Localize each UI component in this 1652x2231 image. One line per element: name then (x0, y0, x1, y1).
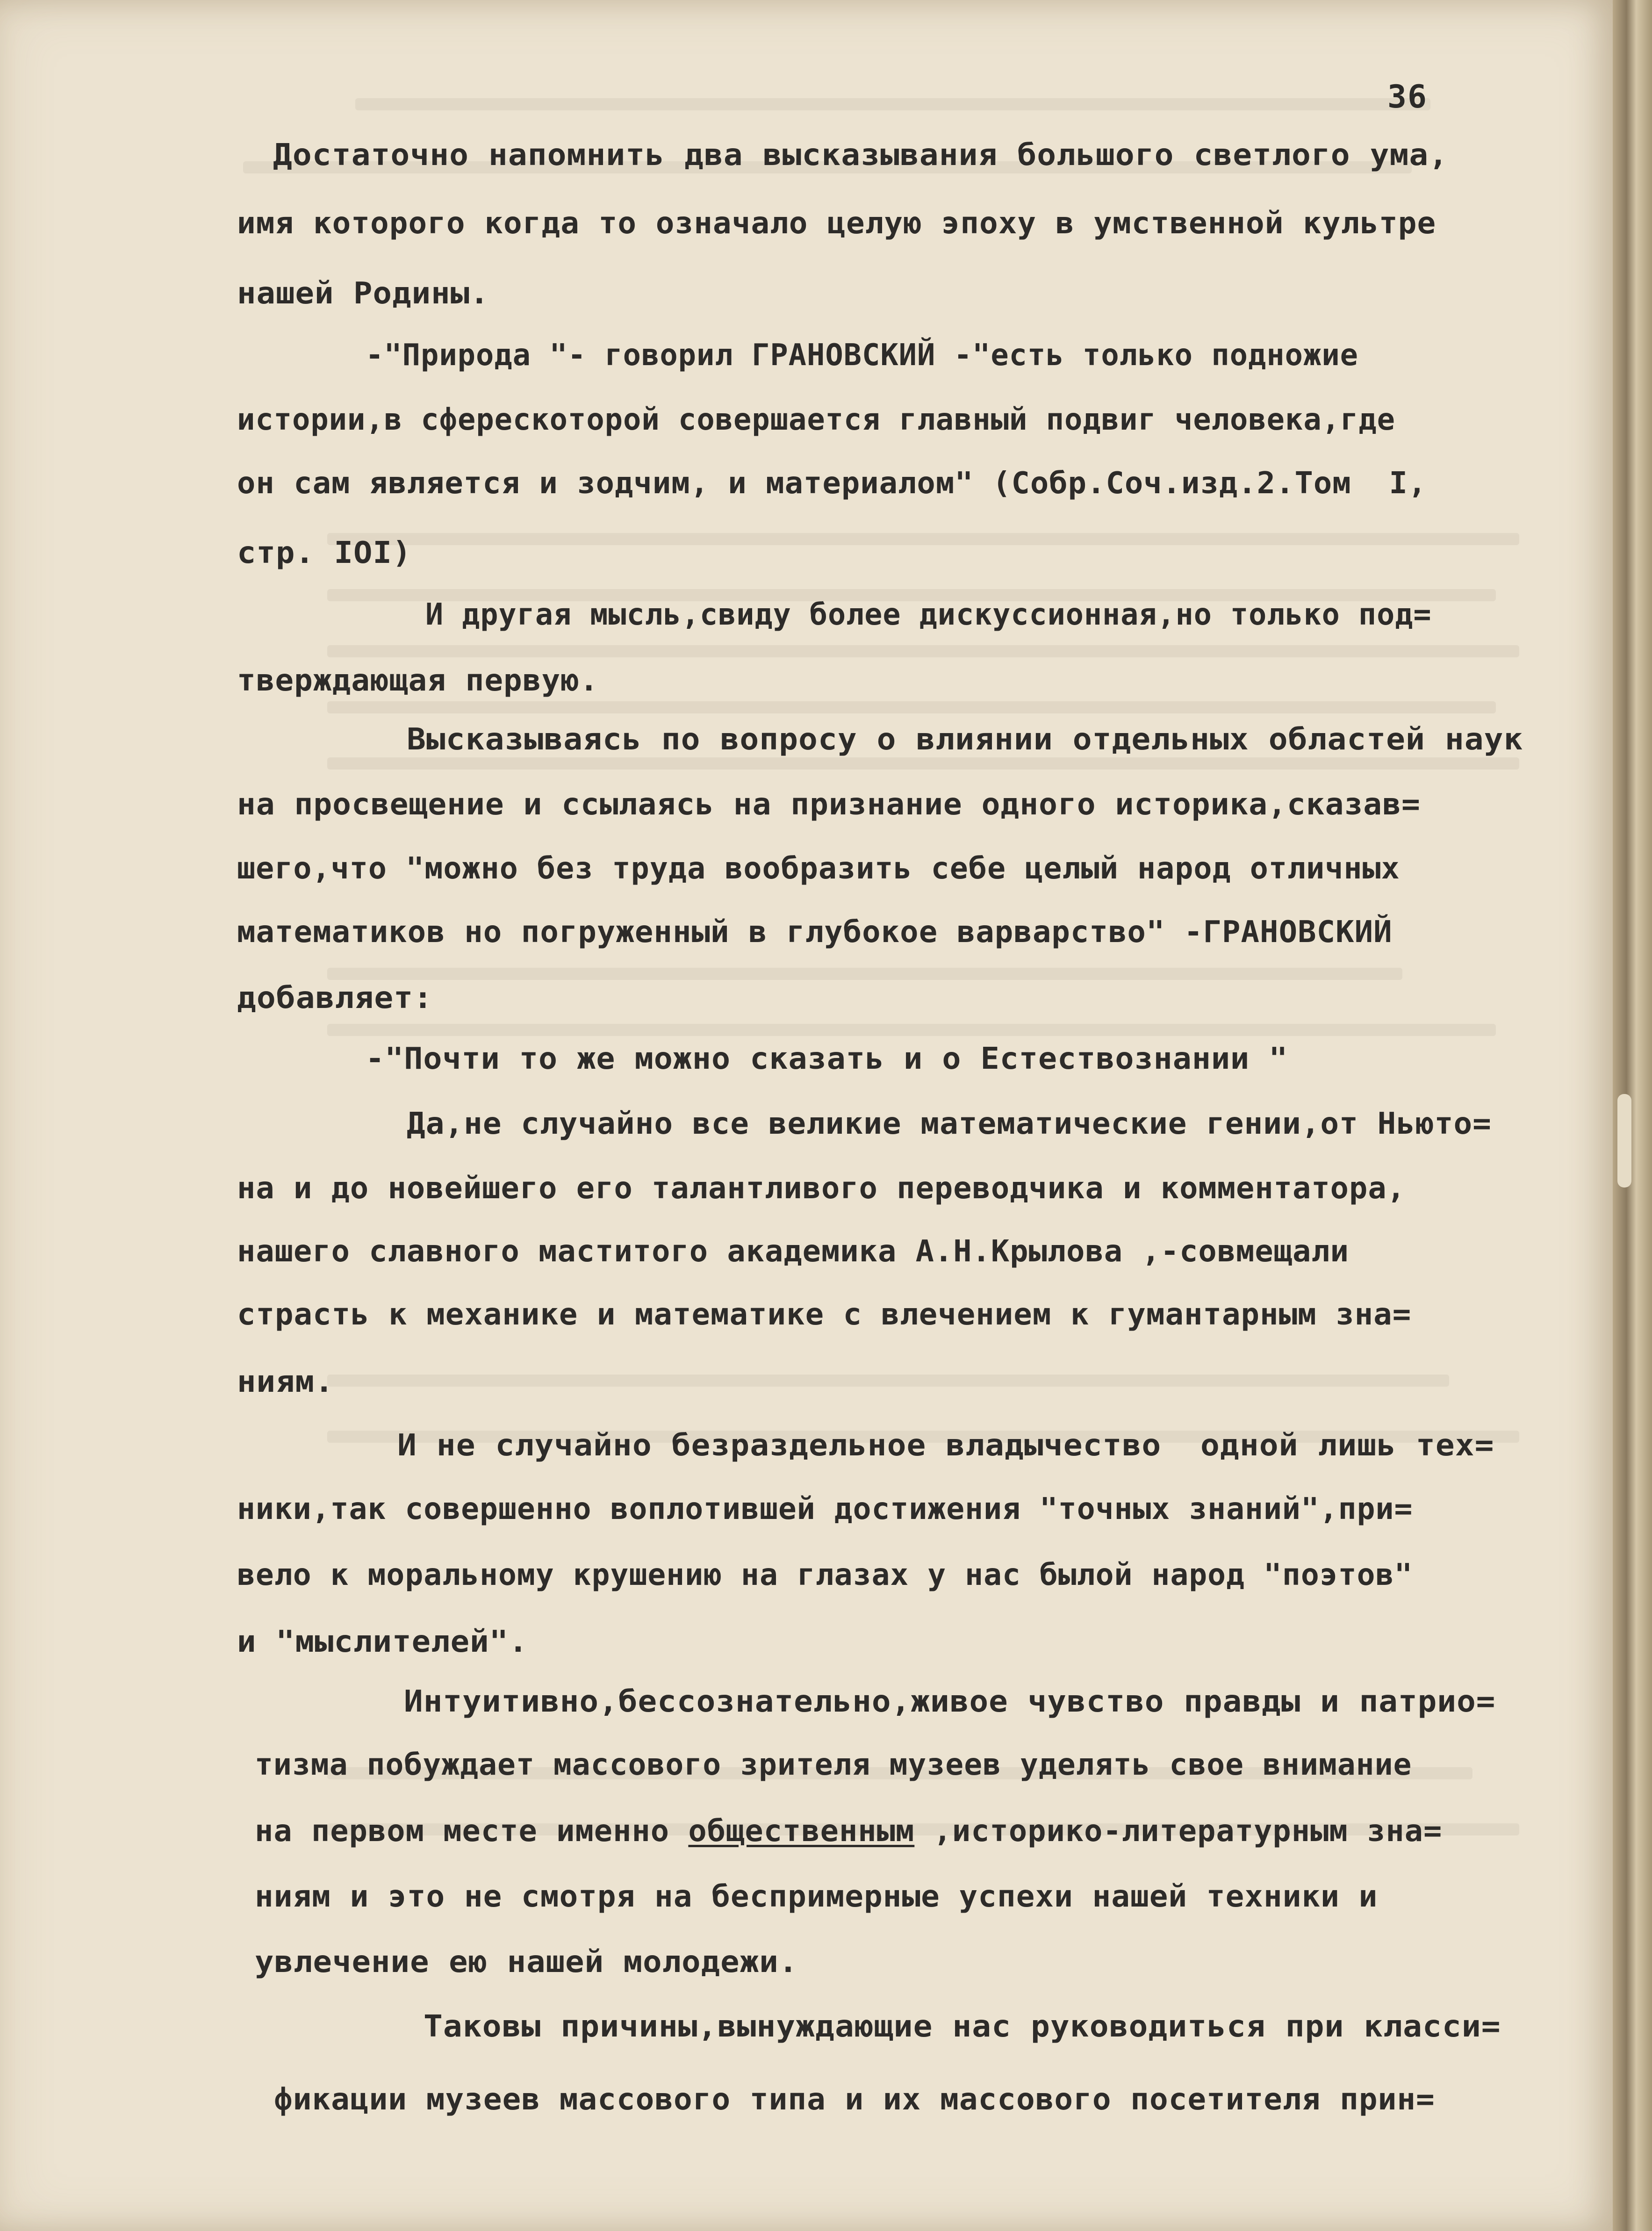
page-edge-strip (1613, 0, 1652, 2231)
text-line: Высказываясь по вопросу о влиянии отдельных областей наук (407, 722, 1523, 757)
text-line: стр. IOI) (237, 536, 412, 570)
text-line: Таковы причины,вынуждающие нас руководиться при класси= (424, 2009, 1501, 2044)
text-line: Достаточно напомнить два высказывания большого светлого ума, (273, 138, 1449, 173)
text-line: -"Природа "- говорил ГРАНОВСКИЙ -"есть только подножие (366, 338, 1359, 373)
text-line: ники,так совершенно воплотившей достижения "точных знаний",при= (237, 1492, 1413, 1526)
text-line: имя которого когда то означало целую эпоху в умственной культре (237, 206, 1437, 241)
text-line: нашего славного маститого академика А.Н.Крылова ,-совмещали (237, 1234, 1349, 1269)
text-line: шего,что "можно без труда вообразить себе целый народ отличных (237, 851, 1400, 886)
text-line: и "мыслителей". (237, 1625, 528, 1659)
text-line: страсть к механике и математике с влечением к гумантарным зна= (237, 1297, 1412, 1332)
text-line: на просвещение и ссылаясь на признание одного историка,сказав= (237, 787, 1421, 822)
text-line: Интуитивно,бессознательно,живое чувство правды и патрио= (404, 1684, 1496, 1719)
text-line: математиков но погруженный в глубокое варварство" -ГРАНОВСКИЙ (237, 915, 1393, 950)
text-line: вело к моральному крушению на глазах у нас былой народ "поэтов" (237, 1558, 1413, 1592)
text-line: тверждающая первую. (237, 663, 599, 698)
text-line: фикации музеев массового типа и их массового посетителя прин= (274, 2082, 1435, 2117)
text-line: на и до новейшего его талантливого переводчика и комментатора, (237, 1171, 1406, 1206)
text-line: истории,в сферескоторой совершается главный подвиг человека,где (237, 403, 1396, 437)
text-line: Да,не случайно все великие математические гении,от Ньюто= (407, 1107, 1492, 1141)
text-line: нашей Родины. (237, 276, 489, 311)
text-line: добавляет: (237, 981, 433, 1015)
text-line (255, 1814, 1443, 1849)
text-line: ниям. (237, 1365, 334, 1399)
text-line: ниям и это не смотря на беспримерные успехи нашей техники и (255, 1879, 1378, 1914)
text-segment: на первом месте именно (255, 1814, 689, 1849)
text-line: И другая мысль,свиду более дискуссионная,но только под= (425, 597, 1432, 632)
text-segment: ,историко-литературным зна= (914, 1814, 1443, 1849)
text-line: тизма побуждает массового зрителя музеев уделять свое внимание (255, 1748, 1412, 1782)
page-number: 36 (1387, 79, 1428, 115)
text-line: -"Почти то же можно сказать и о Естествознании " (366, 1042, 1288, 1076)
text-line: И не случайно безраздельное владычество одной лишь тех= (397, 1428, 1494, 1463)
text-line: он сам является и зодчим, и материалом" (Собр.Соч.изд.2.Том I, (237, 466, 1427, 501)
underlined-word: общественным (688, 1814, 915, 1849)
text-line: увлечение ею нашей молодежи. (255, 1945, 798, 1979)
